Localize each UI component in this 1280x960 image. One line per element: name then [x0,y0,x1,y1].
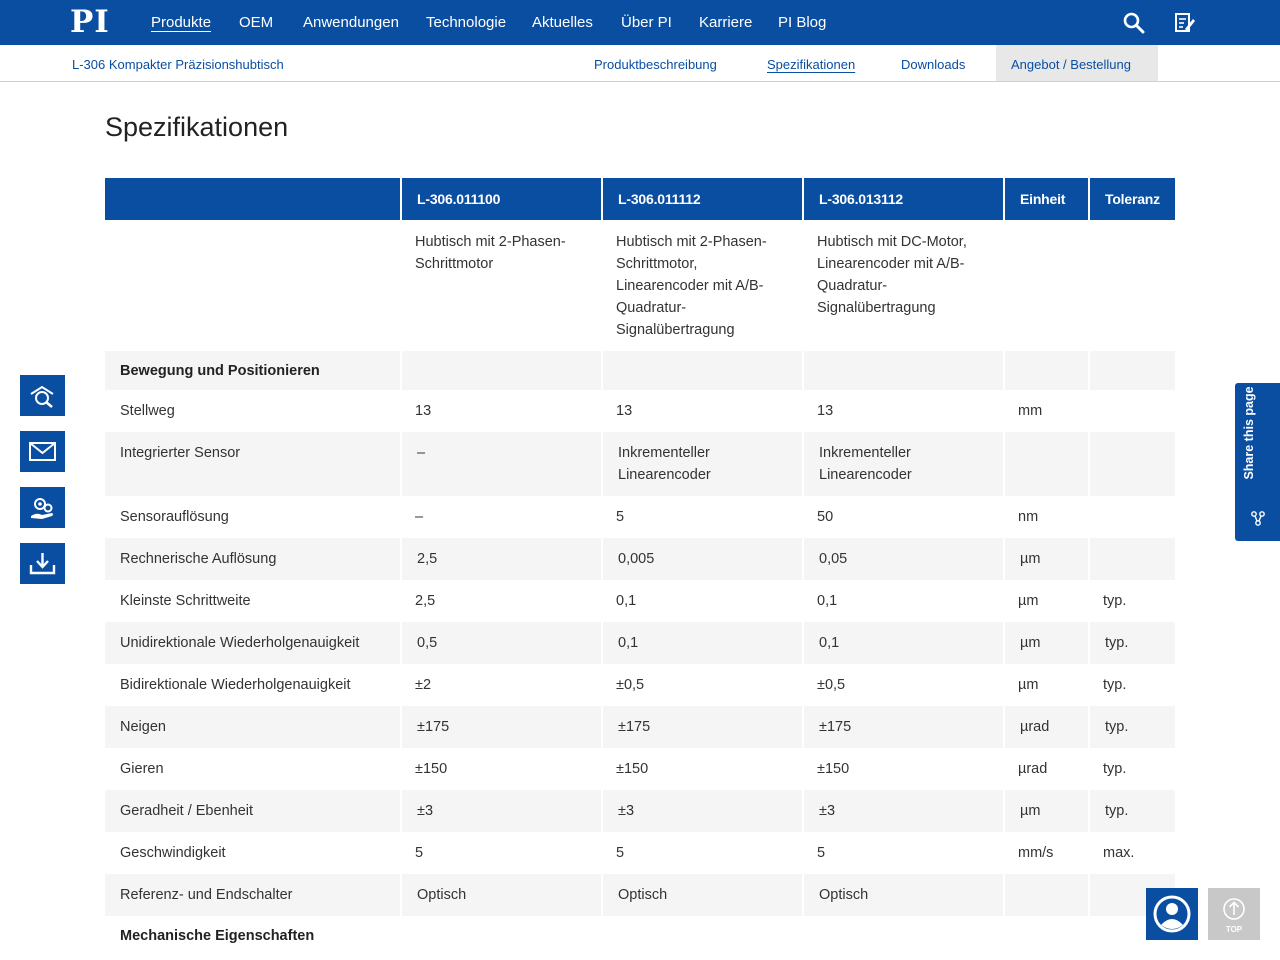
cell-label [105,832,400,874]
nav-pi-blog[interactable]: PI Blog [778,14,827,31]
cell-text: 0,1 [618,635,639,651]
cell-l306-013112 [802,664,1003,706]
cell-einheit [1003,220,1088,351]
cell-l306-011112 [601,220,802,351]
product-finder-icon [28,382,57,409]
offer-label: Angebot / Bestellung [1011,57,1131,72]
cell-text: typ. [1105,803,1129,819]
product-title-link[interactable]: L-306 Kompakter Präzisionshubtisch [72,57,284,72]
subnav-spezifikationen[interactable]: Spezifikationen [767,57,856,72]
mail-icon [28,438,57,465]
cell-label [105,390,400,432]
cell-text: 0,1 [616,593,637,609]
cell-text: Hubtisch mit 2-Phasen-Schrittmotor, Linearencoder mit A/B-Quadratur-Signalübertragung [616,234,767,338]
subnav-angebot-bestellung[interactable] [996,45,1158,81]
cell-text: Toleranz [1105,191,1160,207]
cell-text: µrad [1020,719,1050,735]
cell-text: ±175 [417,719,450,735]
cell-text: 50 [817,509,834,525]
cell-toleranz [1088,622,1175,664]
edit-document-icon[interactable] [1173,11,1197,35]
cell-toleranz [1088,832,1175,874]
cell-label [105,748,400,790]
cell-text: Geschwindigkeit [120,845,226,861]
cell-text: ±150 [616,761,649,777]
cell-l306-013112 [802,220,1003,351]
cell-text: ±175 [819,719,852,735]
cell-text: 2,5 [415,593,436,609]
cell-einheit [1003,622,1088,664]
cell-l306-011100 [400,580,601,622]
cell-text: Kleinste Schrittweite [120,593,251,609]
cell-text: ±3 [819,803,836,819]
cell-einheit [1003,580,1088,622]
cell-l306-011112 [601,390,802,432]
table-row [105,496,1175,538]
cell-l306-013112 [802,832,1003,874]
contact-person-button[interactable] [1146,888,1198,940]
cell-text: Sensorauflösung [120,509,229,525]
cell-text: 13 [817,403,834,419]
cell-text: Optisch [417,887,467,903]
cell-text: Unidirektionale Wiederholgenauigkeit [120,635,360,651]
cell-l306-011112 [601,706,802,748]
cell-einheit [1003,496,1088,538]
cell-label [105,874,400,916]
table-row [105,538,1175,580]
cell-l306-011100 [400,622,601,664]
cell-label [105,351,400,390]
cell-text: L-306.011100 [417,191,501,207]
description-row [105,220,1175,351]
cell-text: 13 [616,403,633,419]
cell-l306-013112 [802,790,1003,832]
cell-label [105,916,400,956]
cell-text: typ. [1103,593,1127,609]
nav-produkte[interactable]: Produkte [151,14,212,31]
cell-l306-011112 [601,496,802,538]
cell-text: mm/s [1018,845,1054,861]
section-row [105,351,1175,390]
cell-label [105,178,400,220]
cell-text: Optisch [618,887,668,903]
product-finder-button[interactable] [20,375,65,416]
cell-text: Bewegung und Positionieren [120,363,320,379]
cell-einheit [1003,706,1088,748]
cell-l306-011112 [601,664,802,706]
cell-l306-013112 [802,432,1003,496]
cell-text: Geradheit / Ebenheit [120,803,254,819]
cell-einheit [1003,178,1088,220]
cell-l306-011100 [400,664,601,706]
cell-l306-013112 [802,748,1003,790]
cell-text: 0,1 [819,635,840,651]
cell-text: – [417,445,426,461]
cell-label [105,706,400,748]
cell-text: 5 [616,509,625,525]
table-header-row [105,178,1175,220]
share-icon [1251,510,1265,526]
cell-text: 13 [415,403,432,419]
cell-l306-011112 [601,748,802,790]
cell-text: typ. [1105,719,1129,735]
cell-text: 0,1 [817,593,838,609]
cell-toleranz [1088,432,1175,496]
download-button[interactable] [20,543,65,584]
cell-toleranz [1088,664,1175,706]
cell-l306-011112 [601,832,802,874]
nav-aktuelles[interactable]: Aktuelles [532,14,593,31]
share-label: Share this page [1242,386,1256,480]
service-gear-icon [28,494,57,521]
page-title: Spezifikationen [105,112,289,142]
cell-l306-013112 [802,874,1003,916]
table-row [105,874,1175,916]
cell-einheit [1003,390,1088,432]
cell-einheit [1003,748,1088,790]
contact-mail-button[interactable] [20,431,65,472]
cell-text: ±3 [417,803,434,819]
cell-text: ±175 [618,719,651,735]
cell-toleranz [1088,580,1175,622]
top-navigation [0,0,1280,45]
cell-l306-011112 [601,622,802,664]
cell-text: Referenz- und Endschalter [120,887,293,903]
cell-text: Einheit [1020,191,1066,207]
cell-l306-011112 [601,874,802,916]
nav-oem[interactable]: OEM [239,14,274,31]
cell-label [105,622,400,664]
cell-l306-011112 [601,178,802,220]
product-subnav [0,45,1280,82]
subnav-downloads[interactable]: Downloads [901,57,966,72]
nav-anwendungen[interactable]: Anwendungen [303,14,399,31]
cell-l306-011100 [400,220,601,351]
back-to-top-button[interactable] [1208,888,1260,940]
cell-text: Neigen [120,719,166,735]
cell-einheit [1003,538,1088,580]
cell-text: typ. [1103,761,1127,777]
cell-einheit [1003,832,1088,874]
cell-l306-013112 [802,390,1003,432]
cell-text: Stellweg [120,403,175,419]
cell-l306-011100 [400,538,601,580]
cell-l306-011100 [400,706,601,748]
table-row [105,432,1175,496]
cell-label [105,664,400,706]
cell-text: L-306.013112 [819,191,904,207]
cell-text: 5 [616,845,625,861]
cell-empty [802,351,1003,390]
cell-text: – [415,509,424,525]
service-button[interactable] [20,487,65,528]
table-row [105,580,1175,622]
cell-l306-013112 [802,580,1003,622]
cell-text: ±150 [817,761,850,777]
cell-text: Inkrementeller Linearencoder [819,445,912,483]
cell-empty [601,351,802,390]
cell-text: nm [1018,509,1039,525]
cell-toleranz [1088,390,1175,432]
nav-technologie[interactable]: Technologie [426,14,507,31]
arrow-up-icon [1208,888,1260,924]
table-row [105,748,1175,790]
cell-text: µm [1018,677,1039,693]
cell-text: Mechanische Eigenschaften [120,928,315,944]
cell-text: ±0,5 [616,677,645,693]
cell-text: Integrierter Sensor [120,445,241,461]
cell-toleranz [1088,706,1175,748]
subnav-produktbeschreibung[interactable]: Produktbeschreibung [594,57,717,72]
cell-text: Rechnerische Auflösung [120,551,277,567]
nav-ueber-pi[interactable]: Über PI [621,14,672,31]
cell-l306-013112 [802,622,1003,664]
cell-l306-011100 [400,874,601,916]
section-row [105,916,1175,956]
table-row [105,390,1175,432]
cell-text: µm [1020,551,1041,567]
search-icon[interactable] [1122,11,1146,35]
cell-text: typ. [1103,677,1127,693]
cell-text: max. [1103,845,1135,861]
cell-toleranz [1088,748,1175,790]
cell-l306-013112 [802,178,1003,220]
cell-text: Bidirektionale Wiederholgenauigkeit [120,677,351,693]
cell-l306-013112 [802,706,1003,748]
cell-text: ±2 [415,677,432,693]
table-row [105,706,1175,748]
cell-text: L-306.011112 [618,191,701,207]
cell-einheit [1003,874,1088,916]
cell-l306-011112 [601,432,802,496]
cell-empty [400,351,601,390]
cell-empty [1088,351,1175,390]
cell-text: µm [1018,593,1039,609]
cell-toleranz [1088,790,1175,832]
cell-l306-013112 [802,496,1003,538]
share-this-page-tab[interactable] [1235,383,1280,541]
cell-l306-011100 [400,748,601,790]
cell-toleranz [1088,496,1175,538]
nav-karriere[interactable]: Karriere [699,14,753,31]
cell-label [105,220,400,351]
table-row [105,664,1175,706]
table-row [105,790,1175,832]
cell-l306-011100 [400,432,601,496]
cell-text: 0,005 [618,551,655,567]
table-row [105,832,1175,874]
cell-label [105,538,400,580]
cell-einheit [1003,432,1088,496]
cell-text: Gieren [120,761,164,777]
cell-text: mm [1018,403,1043,419]
cell-text: 0,05 [819,551,848,567]
cell-text: Hubtisch mit DC-Motor, Linearencoder mit A/B-Quadratur-Signalübertragung [817,234,967,316]
cell-l306-013112 [802,538,1003,580]
cell-text: µm [1020,635,1041,651]
cell-einheit [1003,664,1088,706]
cell-toleranz [1088,178,1175,220]
cell-l306-011112 [601,790,802,832]
cell-l306-011100 [400,496,601,538]
cell-label [105,580,400,622]
cell-l306-011100 [400,790,601,832]
cell-text: Optisch [819,887,869,903]
cell-text: ±150 [415,761,448,777]
pi-logo[interactable]: PI [70,4,110,40]
cell-label [105,790,400,832]
cell-l306-011100 [400,178,601,220]
cell-text: µrad [1018,761,1048,777]
cell-empty [1003,351,1088,390]
cell-label [105,496,400,538]
cell-text: µm [1020,803,1041,819]
user-icon [1146,888,1198,940]
top-label: TOP [1225,925,1243,934]
cell-einheit [1003,790,1088,832]
cell-text: ±0,5 [817,677,846,693]
cell-toleranz [1088,220,1175,351]
cell-text: 0,5 [417,635,438,651]
cell-text: 5 [817,845,826,861]
cell-text: typ. [1105,635,1129,651]
cell-text: Inkrementeller Linearencoder [618,445,711,483]
cell-text: 2,5 [417,551,438,567]
cell-toleranz [1088,538,1175,580]
table-row [105,622,1175,664]
cell-label [105,432,400,496]
cell-text: ±3 [618,803,635,819]
cell-text: Hubtisch mit 2-Phasen-Schrittmotor [415,234,566,272]
cell-l306-011112 [601,538,802,580]
download-icon [28,550,57,577]
cell-l306-011100 [400,390,601,432]
cell-l306-011112 [601,580,802,622]
cell-l306-011100 [400,832,601,874]
cell-text: 5 [415,845,424,861]
